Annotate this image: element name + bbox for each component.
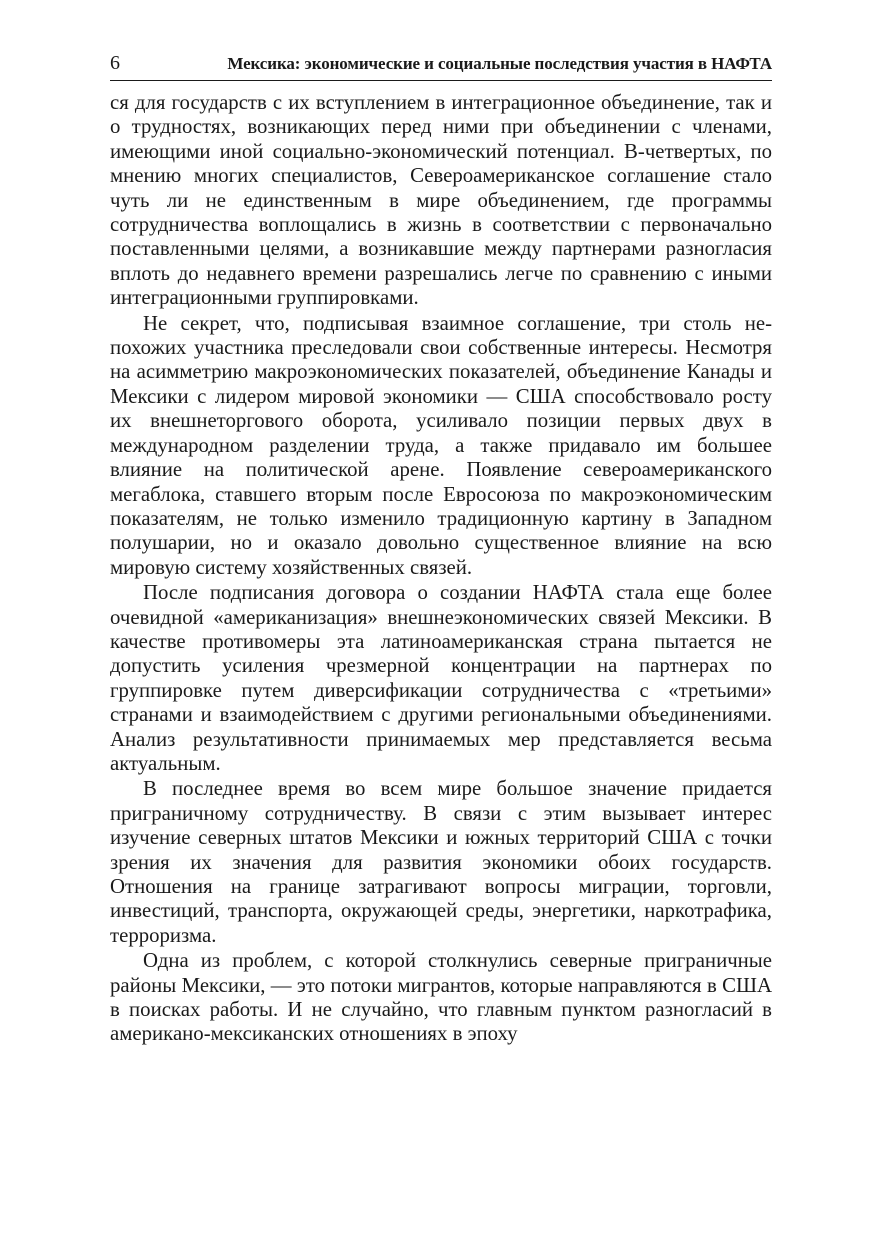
paragraph: В последнее время во всем мире большое значение придается приграничному сотрудничеству. В связи с этим вызывает интерес изучение северных штатов Мексики и южных территорий США с точки зрения их значения для развития экономики обоих государств. Отношения на границе затрагивают вопросы миграции, торговли, инвестиций, транспорта, окружающей среды, энергетики, наркотрафика, терроризма. (110, 777, 772, 947)
page-number: 6 (110, 52, 120, 74)
book-page (110, 52, 772, 1047)
paragraph: Не секрет, что, подписывая взаимное соглашение, три столь непохожих участника преследовали свои собственные интересы. Несмотря на асимметрию макроэкономических показателей, объединение Канады и Мексики с лидером мировой экономики — США способствовало росту их внешнеторгового оборота, усиливало позиции первых двух в международном разделении труда, а также придавало им большее влияние на политической арене. Появление североамериканского мегаблока, ставшего вторым после Евросоюза по макроэкономическим показателям, не только изменило традиционную картину в Западном полушарии, но и оказало довольно существенное влияние на всю мировую систему хозяйственных связей. (110, 311, 772, 579)
paragraph: После подписания договора о создании НАФТА стала еще более очевидной «американизация» внешнеэкономических связей Мексики. В качестве противомеры эта латиноамериканская страна пытается не допустить усиления чрезмерной концентрации на партнерах по группировке путем диверсификации сотрудничества с «третьими» странами и взаимодействием с другими региональными объединениями. Анализ результативности принимаемых мер представляется весьма актуальным. (110, 581, 772, 775)
body-text (110, 91, 772, 1047)
running-head (110, 52, 772, 81)
running-title: Мексика: экономические и социальные последствия участия в НАФТА (227, 54, 772, 73)
paragraph: Одна из проблем, с которой столкнулись северные приграничные районы Мексики, — это потоки мигрантов, которые направляются в США в поисках работы. И не случайно, что главным пунктом разногласий в американо-мексиканских отношениях в эпоху (110, 949, 772, 1046)
paragraph-continued: ся для государств с их вступлением в интеграционное объединение, так и о трудностях, возникающих перед ними при объединении с членами, имеющими иной социально-экономический потенциал. В-четвертых, по мнению многих специалистов, Североамериканское соглашение стало чуть ли не единственным в мире объединением, где программы сотрудничества воплощались в жизнь в соответствии с первоначально поставленными целями, а возникавшие между партнерами разногласия вплоть до недавнего времени разрешались легче по сравнению с иными интеграционными группировками. (110, 91, 772, 310)
